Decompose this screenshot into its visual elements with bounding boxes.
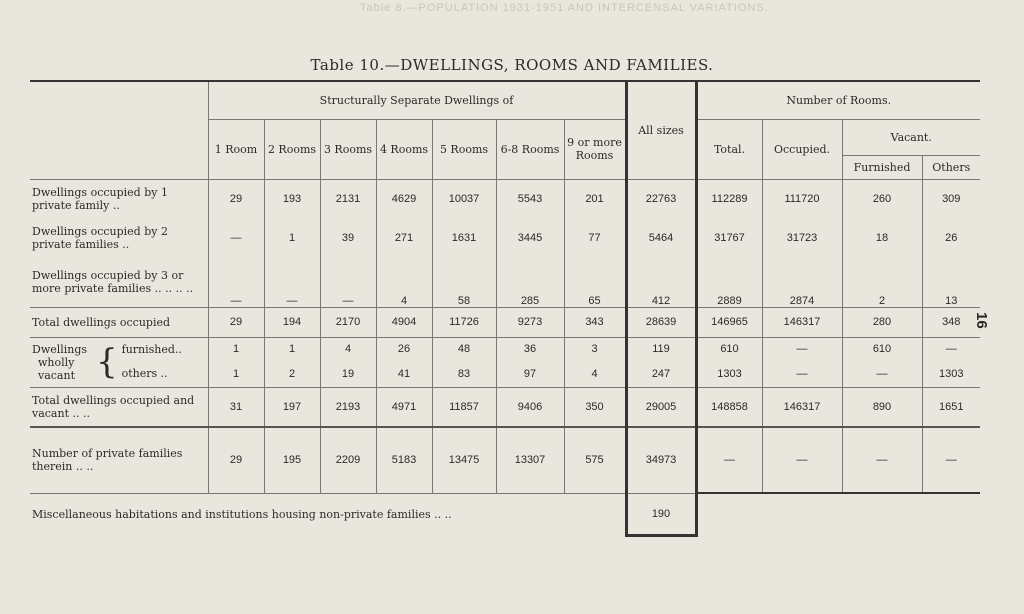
col-header-others: Others: [922, 155, 980, 179]
cell: 31: [208, 387, 264, 427]
cell: 194: [264, 307, 320, 337]
col-header-3-rooms: 3 Rooms: [320, 119, 376, 179]
cell: 610: [842, 337, 922, 361]
cell: 18: [842, 219, 922, 257]
cell: 4: [320, 337, 376, 361]
table-row: [30, 179, 980, 219]
row-label: Total dwellings occupied: [30, 307, 208, 337]
row-label-others: others ..: [121, 367, 168, 380]
cell: 146965: [696, 307, 762, 337]
cell: 111720: [762, 179, 842, 219]
cell: 13: [922, 257, 980, 307]
cell: —: [762, 337, 842, 361]
misc-label: Miscellaneous habitations and institutions housing non-private families .. ..: [30, 493, 626, 535]
cell: 41: [376, 361, 432, 387]
cell: 9273: [496, 307, 564, 337]
vacant-label-line3: vacant: [38, 368, 75, 382]
cell: 26: [922, 219, 980, 257]
cell: 112289: [696, 179, 762, 219]
structural-group-header: Structurally Separate Dwellings of: [208, 81, 626, 119]
cell: 5183: [376, 427, 432, 493]
cell: 4: [564, 361, 626, 387]
cell: 29005: [626, 387, 696, 427]
cell: 39: [320, 219, 376, 257]
cell: —: [208, 257, 264, 307]
cell: 2874: [762, 257, 842, 307]
cell: 195: [264, 427, 320, 493]
cell: 285: [496, 257, 564, 307]
cell: 77: [564, 219, 626, 257]
cell: 1303: [696, 361, 762, 387]
cell: 2193: [320, 387, 376, 427]
table-row: [30, 427, 980, 493]
cell: 2: [264, 361, 320, 387]
empty-cell: [696, 493, 980, 535]
cell: 193: [264, 179, 320, 219]
row-label: Dwellings occupied by 2 private families ..: [32, 225, 168, 251]
cell: 4629: [376, 179, 432, 219]
table-row: [30, 387, 980, 427]
vacant-row-label: [30, 337, 208, 387]
vacant-group-header: Vacant.: [842, 119, 980, 155]
cell: 13475: [432, 427, 496, 493]
cell: 201: [564, 179, 626, 219]
cell: 97: [496, 361, 564, 387]
cell: 890: [842, 387, 922, 427]
cell: 146317: [762, 307, 842, 337]
cell: 1303: [922, 361, 980, 387]
table-row-misc: [30, 493, 980, 535]
cell: 348: [922, 307, 980, 337]
cell: 48: [432, 337, 496, 361]
cell: 22763: [626, 179, 696, 219]
cell: 2: [842, 257, 922, 307]
col-header-1-room: 1 Room: [208, 119, 264, 179]
cell: 343: [564, 307, 626, 337]
vacant-label-line2: wholly: [38, 355, 75, 369]
bleed-through-text: Table 8.—POPULATION 1931-1951 AND INTERCENSAL VARIATIONS.: [360, 2, 769, 14]
cell: 1631: [432, 219, 496, 257]
cell: —: [762, 361, 842, 387]
cell: 280: [842, 307, 922, 337]
cell: —: [696, 427, 762, 493]
cell: 28639: [626, 307, 696, 337]
stub-header: [30, 81, 208, 179]
col-header-6-8-rooms: 6-8 Rooms: [496, 119, 564, 179]
cell: —: [320, 257, 376, 307]
row-label: Dwellings occupied by 3 or more private families .. .. .. ..: [32, 268, 194, 295]
cell: 11726: [432, 307, 496, 337]
table-title: Table 10.—DWELLINGS, ROOMS AND FAMILIES.: [310, 56, 714, 74]
cell: 9406: [496, 387, 564, 427]
cell: —: [922, 337, 980, 361]
page-number: 16: [973, 312, 990, 329]
cell: 31723: [762, 219, 842, 257]
cell: 58: [432, 257, 496, 307]
cell: 197: [264, 387, 320, 427]
cell: 1: [208, 361, 264, 387]
cell: —: [264, 257, 320, 307]
row-label-furnished: furnished..: [121, 343, 182, 356]
col-header-4-rooms: 4 Rooms: [376, 119, 432, 179]
cell: 26: [376, 337, 432, 361]
cell: 29: [208, 427, 264, 493]
cell: 2209: [320, 427, 376, 493]
cell: 29: [208, 307, 264, 337]
cell: 3: [564, 337, 626, 361]
cell: 2889: [696, 257, 762, 307]
col-header-all-sizes: All sizes: [626, 81, 696, 179]
row-label: Dwellings occupied by 1 private family ..: [32, 186, 168, 213]
cell: 260: [842, 179, 922, 219]
col-header-total: Total.: [696, 119, 762, 179]
cell: —: [208, 219, 264, 257]
row-label: Number of private families therein .. ..: [30, 427, 208, 493]
cell: 146317: [762, 387, 842, 427]
vacant-label-line1: Dwellings: [32, 342, 88, 356]
cell: —: [842, 427, 922, 493]
dwellings-table: [30, 80, 980, 537]
table-row: [30, 219, 980, 257]
cell: 148858: [696, 387, 762, 427]
table-row: [30, 307, 980, 337]
cell: 4971: [376, 387, 432, 427]
col-header-furnished: Furnished: [842, 155, 922, 179]
table-row: [30, 337, 980, 361]
cell: 412: [626, 257, 696, 307]
cell: 271: [376, 219, 432, 257]
cell: 31767: [696, 219, 762, 257]
cell: —: [762, 427, 842, 493]
cell: 65: [564, 257, 626, 307]
cell: 1651: [922, 387, 980, 427]
table-row: [30, 257, 980, 307]
row-label: Total dwellings occupied and vacant .. ..: [30, 387, 208, 427]
rooms-group-header: Number of Rooms.: [696, 81, 980, 119]
cell: 3445: [496, 219, 564, 257]
col-header-occupied: Occupied.: [762, 119, 842, 179]
cell: —: [922, 427, 980, 493]
brace-icon: {: [96, 342, 118, 382]
cell: 1: [264, 337, 320, 361]
cell: —: [842, 361, 922, 387]
cell: 119: [626, 337, 696, 361]
cell: 1: [264, 219, 320, 257]
cell: 34973: [626, 427, 696, 493]
cell: 2170: [320, 307, 376, 337]
cell: 247: [626, 361, 696, 387]
col-header-2-rooms: 2 Rooms: [264, 119, 320, 179]
cell: 4904: [376, 307, 432, 337]
cell: 36: [496, 337, 564, 361]
cell: 575: [564, 427, 626, 493]
cell: 5543: [496, 179, 564, 219]
cell: 5464: [626, 219, 696, 257]
cell: 29: [208, 179, 264, 219]
misc-value: 190: [626, 493, 696, 535]
cell: 1: [208, 337, 264, 361]
cell: 2131: [320, 179, 376, 219]
cell: 10037: [432, 179, 496, 219]
cell: 11857: [432, 387, 496, 427]
cell: 610: [696, 337, 762, 361]
cell: 309: [922, 179, 980, 219]
col-header-5-rooms: 5 Rooms: [432, 119, 496, 179]
cell: 13307: [496, 427, 564, 493]
cell: 19: [320, 361, 376, 387]
cell: 350: [564, 387, 626, 427]
cell: 4: [376, 257, 432, 307]
col-header-9-or-more-rooms: 9 or more Rooms: [564, 119, 626, 179]
cell: 83: [432, 361, 496, 387]
